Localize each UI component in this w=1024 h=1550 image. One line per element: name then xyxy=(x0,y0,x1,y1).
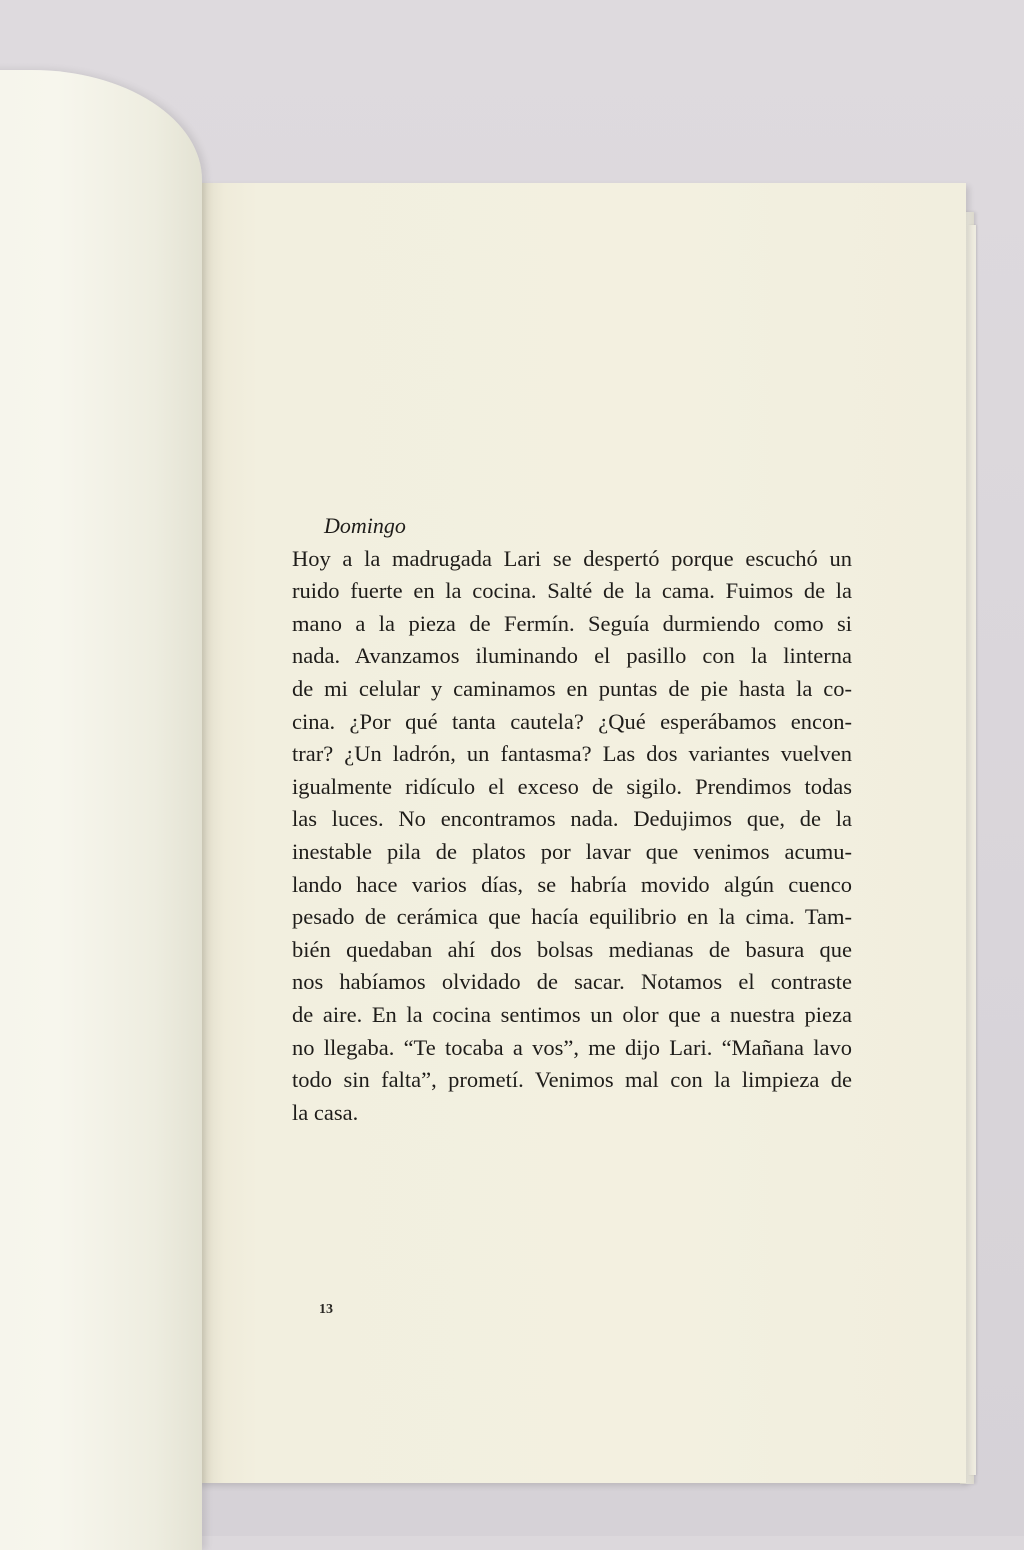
text-line: la casa. xyxy=(292,1099,359,1125)
text-line: no llegaba. “Te tocaba a vos”, me dijo Lari. “Mañana lavo xyxy=(292,1034,852,1060)
section-heading: Domingo xyxy=(324,513,406,538)
text-line: nos habíamos olvidado de sacar. Notamos el contraste xyxy=(292,969,852,995)
text-line: igualmente ridículo el exceso de sigilo. Prendimos todas xyxy=(292,773,852,799)
text-line: todo sin falta”, prometí. Venimos mal con la limpieza de xyxy=(292,1067,852,1093)
text-line: nada. Avanzamos iluminando el pasillo con la linterna xyxy=(292,643,852,669)
page-text xyxy=(292,510,852,1129)
page-stack-edge-inner xyxy=(968,225,976,1475)
blank-left-page xyxy=(0,70,202,1550)
text-line: lando hace varios días, se habría movido algún cuenco xyxy=(292,871,852,897)
text-line: inestable pila de platos por lavar que venimos acumu- xyxy=(292,838,852,864)
text-line: trar? ¿Un ladrón, un fantasma? Las dos variantes vuelven xyxy=(292,741,852,767)
text-line: de mi celular y caminamos en puntas de pie hasta la co- xyxy=(292,675,852,701)
text-line: las luces. No encontramos nada. Dedujimos que, de la xyxy=(292,806,852,832)
page-number: 13 xyxy=(319,1302,333,1317)
text-line: pesado de cerámica que hacía equilibrio en la cima. Tam- xyxy=(292,904,852,930)
text-line: mano a la pieza de Fermín. Seguía durmiendo como si xyxy=(292,610,852,636)
text-line: cina. ¿Por qué tanta cautela? ¿Qué esperábamos encon- xyxy=(292,708,852,734)
text-line: de aire. En la cocina sentimos un olor que a nuestra pieza xyxy=(292,1001,852,1027)
text-line: ruido fuerte en la cocina. Salté de la cama. Fuimos de la xyxy=(292,578,852,604)
text-line: bién quedaban ahí dos bolsas medianas de basura que xyxy=(292,936,852,962)
text-line: Hoy a la madrugada Lari se despertó porque escuchó un xyxy=(292,545,852,571)
